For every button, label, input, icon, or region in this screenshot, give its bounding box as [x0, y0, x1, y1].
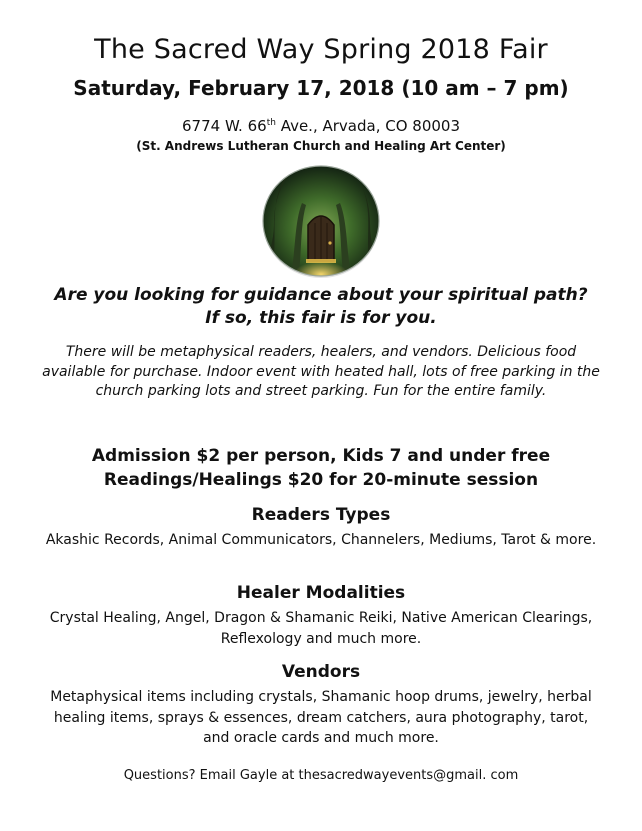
tagline-line-1: Are you looking for guidance about your spiritual path? [54, 285, 588, 305]
address-ordinal-suffix: th [266, 118, 276, 128]
tagline [0, 284, 642, 330]
readings-price: Readings/Healings $20 for 20-minute session [103, 470, 539, 490]
page-title: The Sacred Way Spring 2018 Fair [94, 34, 548, 65]
admission-price: Admission $2 per person, Kids 7 and under free [91, 446, 551, 466]
healers-list: Crystal Healing, Angel, Dragon & Shamanic Reiki, Native American Clearings, Reflexology and much more. [49, 610, 593, 647]
tagline-line-2: If so, this fair is for you. [205, 308, 437, 328]
contact-info: Questions? Email Gayle at thesacredwayevents@gmail. com [123, 768, 519, 783]
event-description: There will be metaphysical readers, healers, and vendors. Delicious food available for purchase. Indoor event with heated hall, lots of free parking in the church parking lots and street parking. Fun for the entire family. [42, 344, 600, 399]
readers-heading: Readers Types [251, 505, 391, 525]
vendors-list: Metaphysical items including crystals, Shamanic hoop drums, jewelry, herbal healing items, sprays & essences, dream catchers, aura photography, tarot, and oracle cards and much more. [50, 689, 592, 746]
address-street-number: 6774 W. 66 [182, 117, 267, 135]
forest-door-emblem-icon [260, 163, 382, 279]
event-venue: (St. Andrews Lutheran Church and Healing Art Center) [136, 139, 506, 153]
readers-list: Akashic Records, Animal Communicators, Channelers, Mediums, Tarot & more. [45, 532, 597, 548]
event-date-time: Saturday, February 17, 2018 (10 am – 7 pm) [73, 76, 569, 100]
healers-heading: Healer Modalities [236, 583, 406, 603]
pricing-info [0, 444, 642, 492]
address-street-city: Ave., Arvada, CO 80003 [275, 117, 460, 135]
vendors-heading: Vendors [281, 662, 361, 682]
event-address [0, 117, 642, 135]
